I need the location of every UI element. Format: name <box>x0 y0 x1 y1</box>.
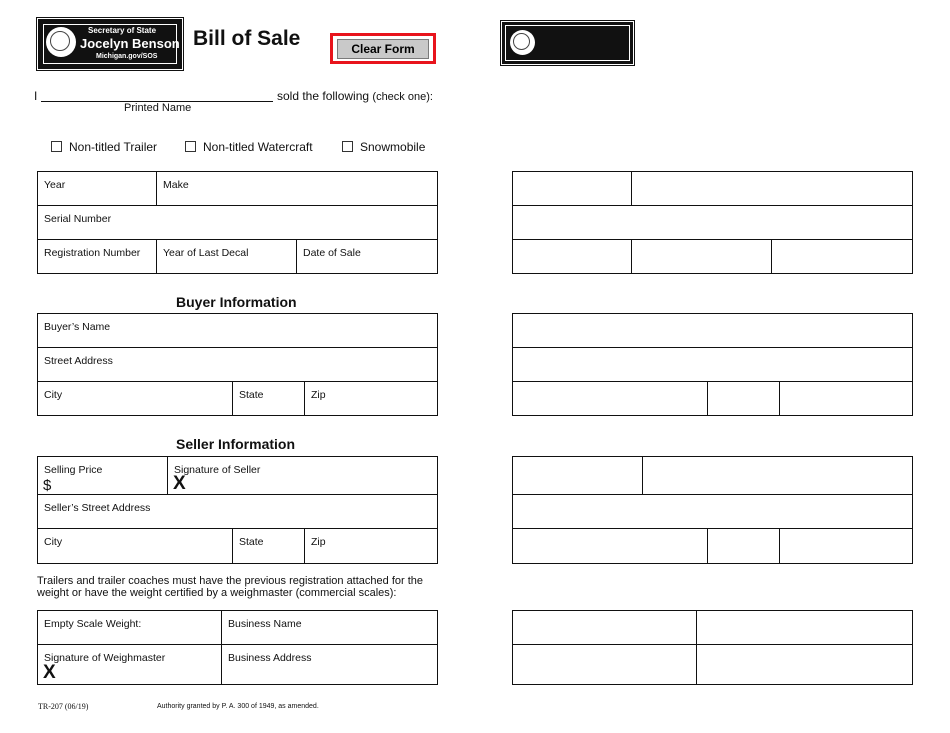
checkbox-icon[interactable] <box>185 141 196 152</box>
year-field[interactable]: Year <box>38 172 157 206</box>
buyer-zip-field-copy[interactable] <box>780 382 912 415</box>
buyer-name-field[interactable]: Buyer’s Name <box>38 314 437 348</box>
buyer-state-field[interactable]: State <box>233 382 305 415</box>
i-prefix: I <box>34 89 38 103</box>
seller-signature-field-copy[interactable] <box>643 457 912 495</box>
form-number: TR-207 (06/19) <box>38 702 89 711</box>
buyer-street-field[interactable]: Street Address <box>38 348 437 382</box>
make-field[interactable]: Make <box>157 172 437 206</box>
checkbox-icon[interactable] <box>51 141 62 152</box>
weighmaster-table-copy <box>512 610 913 685</box>
page-title: Bill of Sale <box>193 27 301 50</box>
make-field-copy[interactable] <box>632 172 912 206</box>
signature-x-mark: X <box>173 473 186 494</box>
serial-number-field[interactable]: Serial Number <box>38 206 437 240</box>
state-seal-icon <box>510 30 535 55</box>
weighmaster-table <box>37 610 438 685</box>
seller-signature-field[interactable]: Signature of Seller X <box>168 457 437 495</box>
date-of-sale-field-copy[interactable] <box>772 240 912 273</box>
weighmaster-signature-field[interactable]: Signature of Weighmaster X <box>38 645 222 684</box>
state-seal-icon <box>46 27 76 57</box>
seller-table <box>37 456 438 564</box>
seller-street-field-copy[interactable] <box>513 495 912 529</box>
checkbox-snowmobile[interactable]: Snowmobile <box>342 140 425 154</box>
checkbox-non-titled-watercraft[interactable]: Non-titled Watercraft <box>185 140 313 154</box>
sos-logo-right <box>502 22 633 64</box>
business-name-field[interactable]: Business Name <box>222 611 437 645</box>
business-address-field[interactable]: Business Address <box>228 652 312 664</box>
dollar-sign: $ <box>43 477 52 494</box>
buyer-zip-field[interactable]: Zip <box>311 389 326 401</box>
business-address-field-copy[interactable] <box>697 645 912 684</box>
selling-price-field-copy[interactable] <box>513 457 643 495</box>
seller-zip-field[interactable]: Zip <box>311 536 326 548</box>
weighmaster-note: Trailers and trailer coaches must have the previous registration attached for the weight or have the weight certified by a weighmaster (commercial scales): <box>37 575 424 599</box>
empty-scale-weight-field[interactable]: Empty Scale Weight: <box>38 611 222 645</box>
authority-note: Authority granted by P. A. 300 of 1949, as amended. <box>157 703 319 710</box>
buyer-heading: Buyer Information <box>176 294 297 310</box>
buyer-table <box>37 313 438 416</box>
logo-line-1: Secretary of State <box>88 26 157 35</box>
checkbox-non-titled-trailer[interactable]: Non-titled Trailer <box>51 140 157 154</box>
empty-scale-weight-field-copy[interactable] <box>513 611 697 645</box>
registration-number-field-copy[interactable] <box>513 240 632 273</box>
selling-price-field[interactable]: Selling Price $ <box>38 457 168 495</box>
year-last-decal-field[interactable]: Year of Last Decal <box>157 240 297 273</box>
logo-line-3: Michigan.gov/SOS <box>96 53 158 60</box>
seller-state-field[interactable]: State <box>233 529 305 563</box>
year-field-copy[interactable] <box>513 172 632 206</box>
clear-form-button[interactable]: Clear Form <box>337 39 429 59</box>
date-of-sale-field[interactable]: Date of Sale <box>303 247 361 259</box>
buyer-name-field-copy[interactable] <box>513 314 912 348</box>
buyer-table-copy <box>512 313 913 416</box>
weighmaster-signature-field-copy[interactable] <box>513 645 697 684</box>
sold-following-text: sold the following (check one): <box>277 89 433 103</box>
seller-state-field-copy[interactable] <box>708 529 780 563</box>
serial-number-field-copy[interactable] <box>513 206 912 240</box>
logo-line-2: Jocelyn Benson <box>80 36 180 51</box>
seller-table-copy <box>512 456 913 564</box>
buyer-street-field-copy[interactable] <box>513 348 912 382</box>
seller-heading: Seller Information <box>176 436 296 452</box>
printed-name-label: Printed Name <box>124 102 192 114</box>
buyer-city-field[interactable]: City <box>38 382 233 415</box>
business-name-field-copy[interactable] <box>697 611 912 645</box>
buyer-city-field-copy[interactable] <box>513 382 708 415</box>
signature-x-mark: X <box>43 662 56 683</box>
checkbox-icon[interactable] <box>342 141 353 152</box>
vehicle-table-copy <box>512 171 913 274</box>
sos-logo <box>38 19 182 69</box>
year-last-decal-field-copy[interactable] <box>632 240 772 273</box>
registration-number-field[interactable]: Registration Number <box>38 240 157 273</box>
seller-zip-field-copy[interactable] <box>780 529 912 563</box>
vehicle-table <box>37 171 438 274</box>
buyer-state-field-copy[interactable] <box>708 382 780 415</box>
seller-city-field[interactable]: City <box>38 529 233 563</box>
clear-form-frame <box>330 33 436 64</box>
seller-city-field-copy[interactable] <box>513 529 708 563</box>
seller-street-field[interactable]: Seller’s Street Address <box>38 495 437 529</box>
